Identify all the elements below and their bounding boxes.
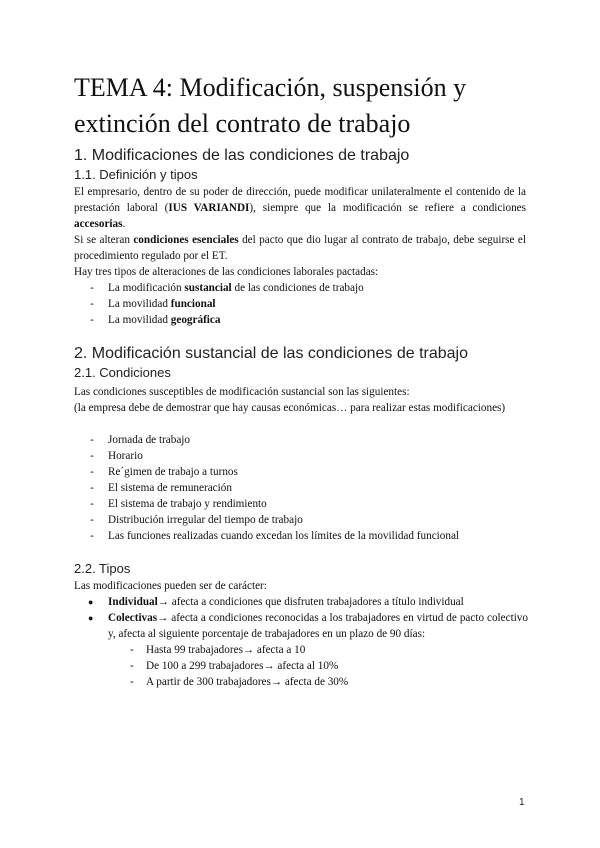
section-1-heading: 1. Modificaciones de las condiciones de trabajo [74, 147, 410, 164]
list-item: Las funciones realizadas cuando excedan los límites de la movilidad funcional [108, 530, 460, 542]
bold-term: sustancial [184, 282, 232, 294]
dash-marker: - [90, 450, 94, 462]
bold-term: funcional [170, 298, 216, 310]
list-item: Re´gimen de trabajo a turnos [108, 466, 238, 478]
dash-marker: - [90, 434, 94, 446]
list-item: Distribución irregular del tiempo de trabajo [108, 514, 303, 526]
bold-term: Individual [108, 596, 158, 608]
dash-marker: - [130, 676, 134, 688]
text-run: Si se alteran [74, 234, 134, 246]
dash-marker: - [90, 530, 94, 542]
list-item: Horario [108, 450, 143, 462]
text-run: → afecta a condiciones reconocidas a los trabajadores en virtud de pacto colectivo y, afecta al siguiente porcentaje de trabajadores en un plazo de 90 días: [108, 612, 528, 640]
text-run: La movilidad [108, 314, 171, 326]
section-2-1-heading: 2.1. Condiciones [74, 365, 171, 380]
sublist-item: Hasta 99 trabajadores→ afecta a 10 [146, 644, 306, 656]
dash-marker: - [90, 282, 94, 294]
document-title: TEMA 4: Modificación, suspensión y extinción del contrato de trabajo [74, 73, 467, 138]
bold-term: IUS VARIANDI [168, 202, 250, 214]
list-item [108, 280, 364, 296]
text-run: ), siempre que la modificación se refiere a condiciones [249, 202, 526, 214]
text-run: . [122, 218, 126, 230]
bold-term: Colectivas [108, 612, 158, 624]
section-2-2-heading: 2.2. Tipos [74, 561, 131, 576]
dash-marker: - [90, 482, 94, 494]
paragraph-tipos-alteraciones: Hay tres tipos de alteraciones de las condiciones laborales pactadas: [74, 266, 379, 278]
dash-marker: - [90, 466, 94, 478]
bullet-marker: ● [88, 597, 94, 607]
text-run: del pacto que dio lugar al contrato de trabajo, debe seguirse el procedimiento regulado por el ET. [74, 234, 526, 262]
paragraph-ius-variandi [74, 184, 526, 232]
dash-marker: - [90, 314, 94, 326]
list-item: El sistema de trabajo y rendimiento [108, 498, 267, 510]
text-run: de las condiciones de trabajo [231, 282, 364, 294]
bold-term: condiciones esenciales [133, 234, 239, 246]
bold-term: geográfica [170, 314, 221, 326]
dash-marker: - [130, 644, 134, 656]
section-1-1-heading: 1.1. Definición y tipos [74, 167, 198, 182]
list-item-individual [108, 594, 528, 610]
paragraph-condiciones-susceptibles: Las condiciones susceptibles de modificación sustancial son las siguientes: [74, 386, 410, 398]
dash-marker: - [90, 514, 94, 526]
list-item-colectivas [108, 610, 528, 642]
paragraph-condiciones-esenciales [74, 232, 526, 264]
page-number: 1 [519, 797, 525, 808]
text-run: El empresario, dentro de su poder de dirección, puede modificar unilateralmente el contenido de la prestación laboral ( [74, 186, 526, 214]
bold-term: accesorias [74, 218, 123, 230]
bullet-marker: ● [88, 613, 94, 623]
dash-marker: - [90, 498, 94, 510]
dash-marker: - [90, 298, 94, 310]
dash-marker: - [130, 660, 134, 672]
text-run: → afecta a condiciones que disfruten trabajadores a título individual [157, 596, 464, 608]
paragraph-caracter: Las modificaciones pueden ser de carácter: [74, 580, 267, 592]
paragraph-causas-economicas: (la empresa debe de demostrar que hay causas económicas… para realizar estas modificaciones) [74, 402, 506, 414]
section-2-heading: 2. Modificación sustancial de las condiciones de trabajo [74, 345, 469, 362]
text-run: La movilidad [108, 298, 171, 310]
list-item [108, 312, 220, 328]
list-item [108, 296, 216, 312]
list-item: Jornada de trabajo [108, 434, 191, 446]
sublist-item: De 100 a 299 trabajadores→ afecta al 10% [146, 660, 339, 672]
sublist-item: A partir de 300 trabajadores→ afecta de 30% [146, 676, 349, 688]
list-item: El sistema de remuneración [108, 482, 232, 494]
text-run: La modificación [108, 282, 185, 294]
